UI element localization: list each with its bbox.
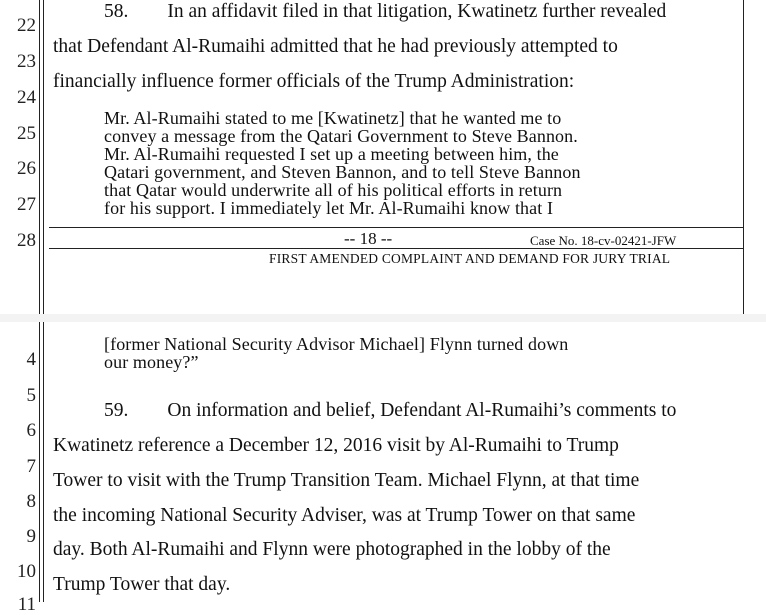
document-page-19	[0, 322, 766, 615]
case-number: Case No. 18-cv-02421-JFW	[530, 233, 677, 248]
block-quote-line: our money?”	[104, 352, 199, 372]
paragraph-59-line-2: Kwatinetz reference a December 12, 2016 visit by Al-Rumaihi to Trump	[53, 435, 619, 456]
line-number: 11	[17, 594, 36, 615]
margin-rule-left-outer	[39, 322, 40, 602]
margin-rule-left-outer	[39, 0, 40, 322]
paragraph-59-line-5: day. Both Al-Rumaihi and Flynn were photographed in the lobby of the	[53, 539, 611, 560]
line-number: 7	[26, 456, 36, 477]
margin-rule-left-inner	[43, 322, 44, 602]
block-quote-line: Mr. Al-Rumaihi requested I set up a meeting between him, the	[104, 144, 559, 164]
block-quote-line: convey a message from the Qatari Government to Steve Bannon.	[104, 126, 578, 146]
document-title: FIRST AMENDED COMPLAINT AND DEMAND FOR JURY TRIAL	[269, 251, 671, 266]
block-quote-line: Qatari government, and Steven Bannon, and to tell Steve Bannon	[104, 162, 581, 182]
paragraph-59-line-6: Trump Tower that day.	[53, 574, 231, 595]
line-number: 4	[26, 349, 36, 370]
line-number: 28	[17, 230, 36, 251]
line-number: 24	[17, 87, 36, 108]
line-number: 27	[17, 194, 36, 215]
line-number: 8	[26, 491, 36, 512]
margin-rule-left-inner	[43, 0, 44, 322]
block-quote-line: that Qatar would underwrite all of his political efforts in return	[104, 180, 563, 200]
block-quote-line: Mr. Al-Rumaihi stated to me [Kwatinetz] that he wanted me to	[104, 108, 562, 128]
paragraph-58-line-2: that Defendant Al-Rumaihi admitted that he had previously attempted to	[53, 36, 618, 57]
line-number: 5	[26, 385, 36, 406]
line-number: 22	[17, 15, 36, 36]
page-number: -- 18 --	[344, 229, 393, 248]
block-quote-line: [former National Security Advisor Michael] Flynn turned down	[104, 334, 569, 354]
line-number: 25	[17, 123, 36, 144]
line-number: 10	[17, 561, 36, 582]
line-number: 6	[26, 420, 36, 441]
line-number: 9	[26, 526, 36, 547]
line-number: 26	[17, 158, 36, 179]
paragraph-59-line-4: the incoming National Security Adviser, was at Trump Tower on that same	[53, 505, 636, 526]
footer-rule	[49, 227, 743, 228]
block-quote-line: for his support. I immediately let Mr. Al-Rumaihi know that I	[104, 198, 554, 218]
paragraph-58-line-1: 58. In an affidavit filed in that litigation, Kwatinetz further revealed	[104, 1, 667, 22]
line-number: 23	[17, 51, 36, 72]
paragraph-59-line-3: Tower to visit with the Trump Transition Team. Michael Flynn, at that time	[53, 470, 640, 491]
footer-rule-lower	[49, 248, 743, 249]
paragraph-58-line-3: financially influence former officials of the Trump Administration:	[53, 71, 575, 92]
margin-rule-right	[743, 0, 744, 322]
paragraph-59-line-1: 59. On information and belief, Defendant Al-Rumaihi’s comments to	[104, 400, 677, 421]
